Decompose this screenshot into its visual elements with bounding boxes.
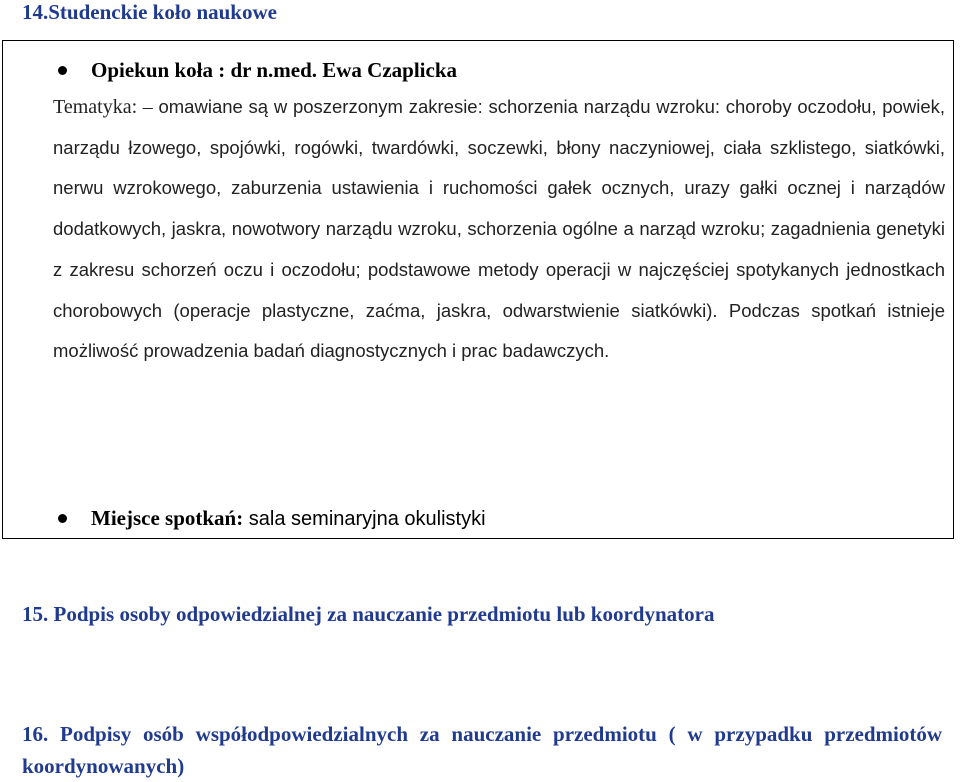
meeting-place-label: Miejsce spotkań:	[91, 506, 244, 530]
section-14-box	[2, 40, 954, 539]
topics-paragraph	[53, 87, 945, 372]
meeting-place-value: sala seminaryjna okulistyki	[243, 508, 486, 530]
supervisor-text: Opiekun koła : dr n.med. Ewa Czaplicka	[91, 58, 458, 82]
bullet-icon	[58, 66, 67, 75]
section-15-heading: 15. Podpis osoby odpowiedzialnej za nauczanie przedmiotu lub koordynatora	[22, 602, 715, 626]
meeting-place-text	[91, 501, 486, 536]
bullet-icon	[58, 514, 67, 523]
topics-text: omawiane są w poszerzonym zakresie: schorzenia narządu wzroku: choroby oczodołu, powiek, narządu łzowego, spojówki, rogówki, twardówki, soczewki, błony naczyniowej, ciała szklistego, siatkówki, nerwu wzrokowego, zaburzenia ustawienia i ruchomości gałek ocznych, urazy gałki ocznej i narządów dodatkowych, jaskra, nowotwory narządu wzroku, schorzenia ogólne a narząd wzroku; zagadnienia genetyki z zakresu schorzeń oczu i oczodołu; podstawowe metody operacji w najczęściej spotykanych jednostkach chorobowych (operacje plastyczne, zaćma, jaskra, odwarstwienie siatkówki). Podczas spotkań istnieje możliwość prowadzenia badań diagnostycznych i prac badawczych.	[53, 96, 945, 362]
section-16-heading: 16. Podpisy osób współodpowiedzialnych za nauczanie przedmiotu ( w przypadku przedmiotów koordynowanych)	[22, 722, 942, 778]
section-14-heading: 14.Studenckie koło naukowe	[22, 0, 277, 24]
topics-label: Tematyka: –	[53, 96, 153, 118]
